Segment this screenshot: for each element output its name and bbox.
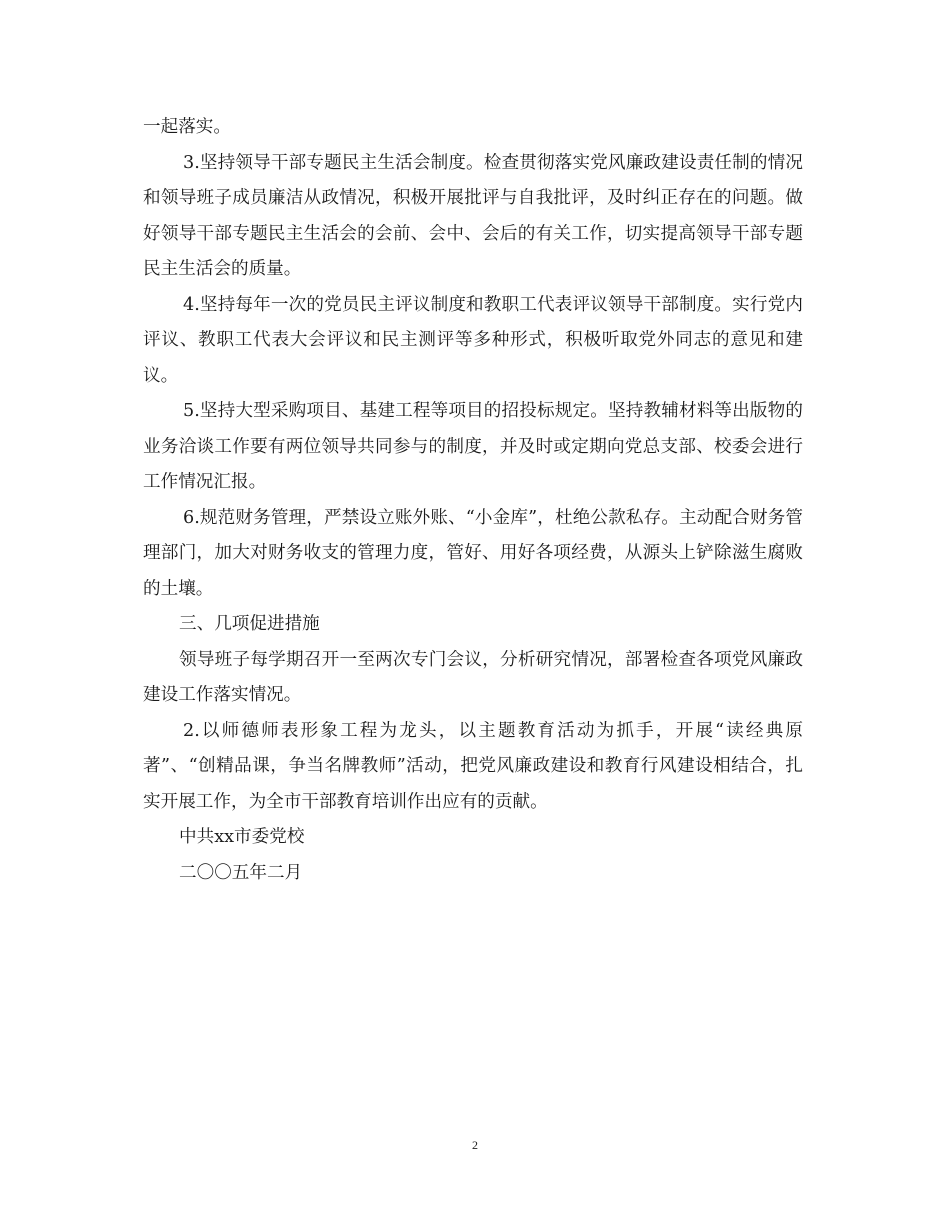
signature-organization: 中共xx市委党校 (179, 827, 305, 847)
signature-date: 二〇〇五年二月 (179, 862, 303, 883)
paragraph-continuation: 一起落实。 (143, 117, 231, 137)
document-body (143, 110, 803, 891)
paragraph-item-3: 3.坚持领导干部专题民主生活会制度。检查贯彻落实党风廉政建设责任制的情况和领导班子成员廉洁从政情况，积极开展批评与自我批评，及时纠正存在的问题。做好领导干部专题民主生活会的会前、会中、会后的有关工作，切实提高领导干部专题民主生活会的质量。 (143, 152, 803, 279)
paragraph-measures-2: 2.以师德师表形象工程为龙头，以主题教育活动为抓手，开展“读经典原著”、“创精品课，争当名牌教师”活动，把党风廉政建设和教育行风建设相结合，扎实开展工作，为全市干部教育培训作出应有的贡献。 (143, 720, 803, 812)
paragraph-item-5: 5.坚持大型采购项目、基建工程等项目的招投标规定。坚持教辅材料等出版物的业务洽谈工作要有两位领导共同参与的制度，并及时或定期向党总支部、校委会进行工作情况汇报。 (143, 401, 803, 492)
paragraph-measures-1: 领导班子每学期召开一至两次专门会议，分析研究情况，部署检查各项党风廉政建设工作落实情况。 (143, 649, 803, 705)
paragraph-item-6: 6.规范财务管理，严禁设立账外账、“小金库”，杜绝公款私存。主动配合财务管理部门，加大对财务收支的管理力度，管好、用好各项经费，从源头上铲除滋生腐败的土壤。 (143, 507, 803, 599)
page-number: 2 (472, 1138, 478, 1152)
paragraph-item-4: 4.坚持每年一次的党员民主评议制度和教职工代表评议领导干部制度。实行党内评议、教职工代表大会评议和民主测评等多种形式，积极听取党外同志的意见和建议。 (143, 294, 803, 386)
section-heading: 三、几项促进措施 (179, 614, 320, 634)
